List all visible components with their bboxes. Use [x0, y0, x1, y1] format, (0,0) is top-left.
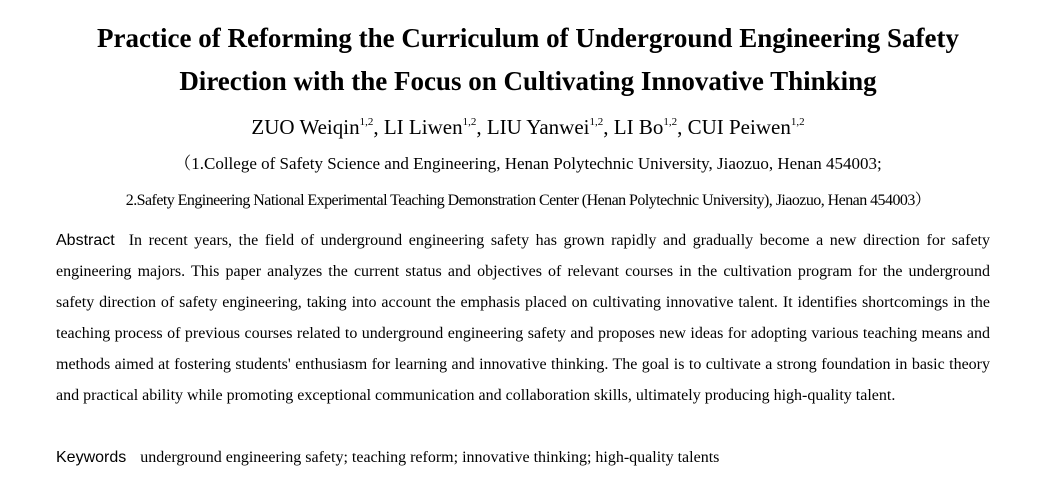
author-name: LI Liwen — [383, 115, 463, 139]
keywords-label: Keywords — [56, 449, 127, 466]
abstract-section — [56, 225, 990, 411]
author-affiliation-marker: 1,2 — [359, 116, 374, 128]
paper-title-line-1: Practice of Reforming the Curriculum of Underground Engineering Safety — [97, 23, 959, 53]
author-list: ZUO Weiqin$^{1,2}$, LI Liwen$^{1,2}$, LIU Yanwei$^{1,2}$, LI Bo$^{1,2}$, CUI Peiwen$^{1,2}$ — [251, 115, 805, 139]
author-name: ZUO Weiqin — [251, 115, 360, 139]
abstract-text: In recent years, the field of underground engineering safety has grown rapidly and gradually become a new direction for safety engineering majors. This paper analyzes the current status and objectives of relevant courses in the cultivation program for the underground safety direction of safety engineering, taking into account the emphasis placed on cultivating innovative talent. It identifies shortcomings in the teaching process of previous courses related to underground engineering safety and proposes new ideas for adopting various teaching means and methods aimed at fostering students' enthusiasm for learning and innovative thinking. The goal is to cultivate a strong foundation in basic theory and practical ability while promoting exceptional communication and collaboration skills, ultimately producing high-quality talent. — [56, 232, 990, 404]
keywords-text: underground engineering safety; teaching reform; innovative thinking; high-quality talents — [140, 449, 720, 466]
author-name: CUI Peiwen — [687, 115, 791, 139]
affiliation-line-2: 2.Safety Engineering National Experimental Teaching Demonstration Center (Henan Polytechnic University), Jiaozuo, Henan 454003） — [125, 192, 931, 209]
author-affiliation-marker: 1,2 — [790, 116, 805, 128]
author-affiliation-marker: 1,2 — [663, 116, 678, 128]
author-name: LI Bo — [613, 115, 664, 139]
author-affiliation-marker: 1,2 — [589, 116, 604, 128]
affiliation-line-1: （1.College of Safety Science and Engineering, Henan Polytechnic University, Jiaozuo, Henan 454003; — [174, 154, 882, 173]
keywords-section — [56, 444, 990, 472]
abstract-label: Abstract — [56, 232, 115, 249]
author-affiliation-marker: 1,2 — [462, 116, 477, 128]
author-name: LIU Yanwei — [486, 115, 590, 139]
paper-title-line-2: Direction with the Focus on Cultivating Innovative Thinking — [179, 66, 877, 96]
